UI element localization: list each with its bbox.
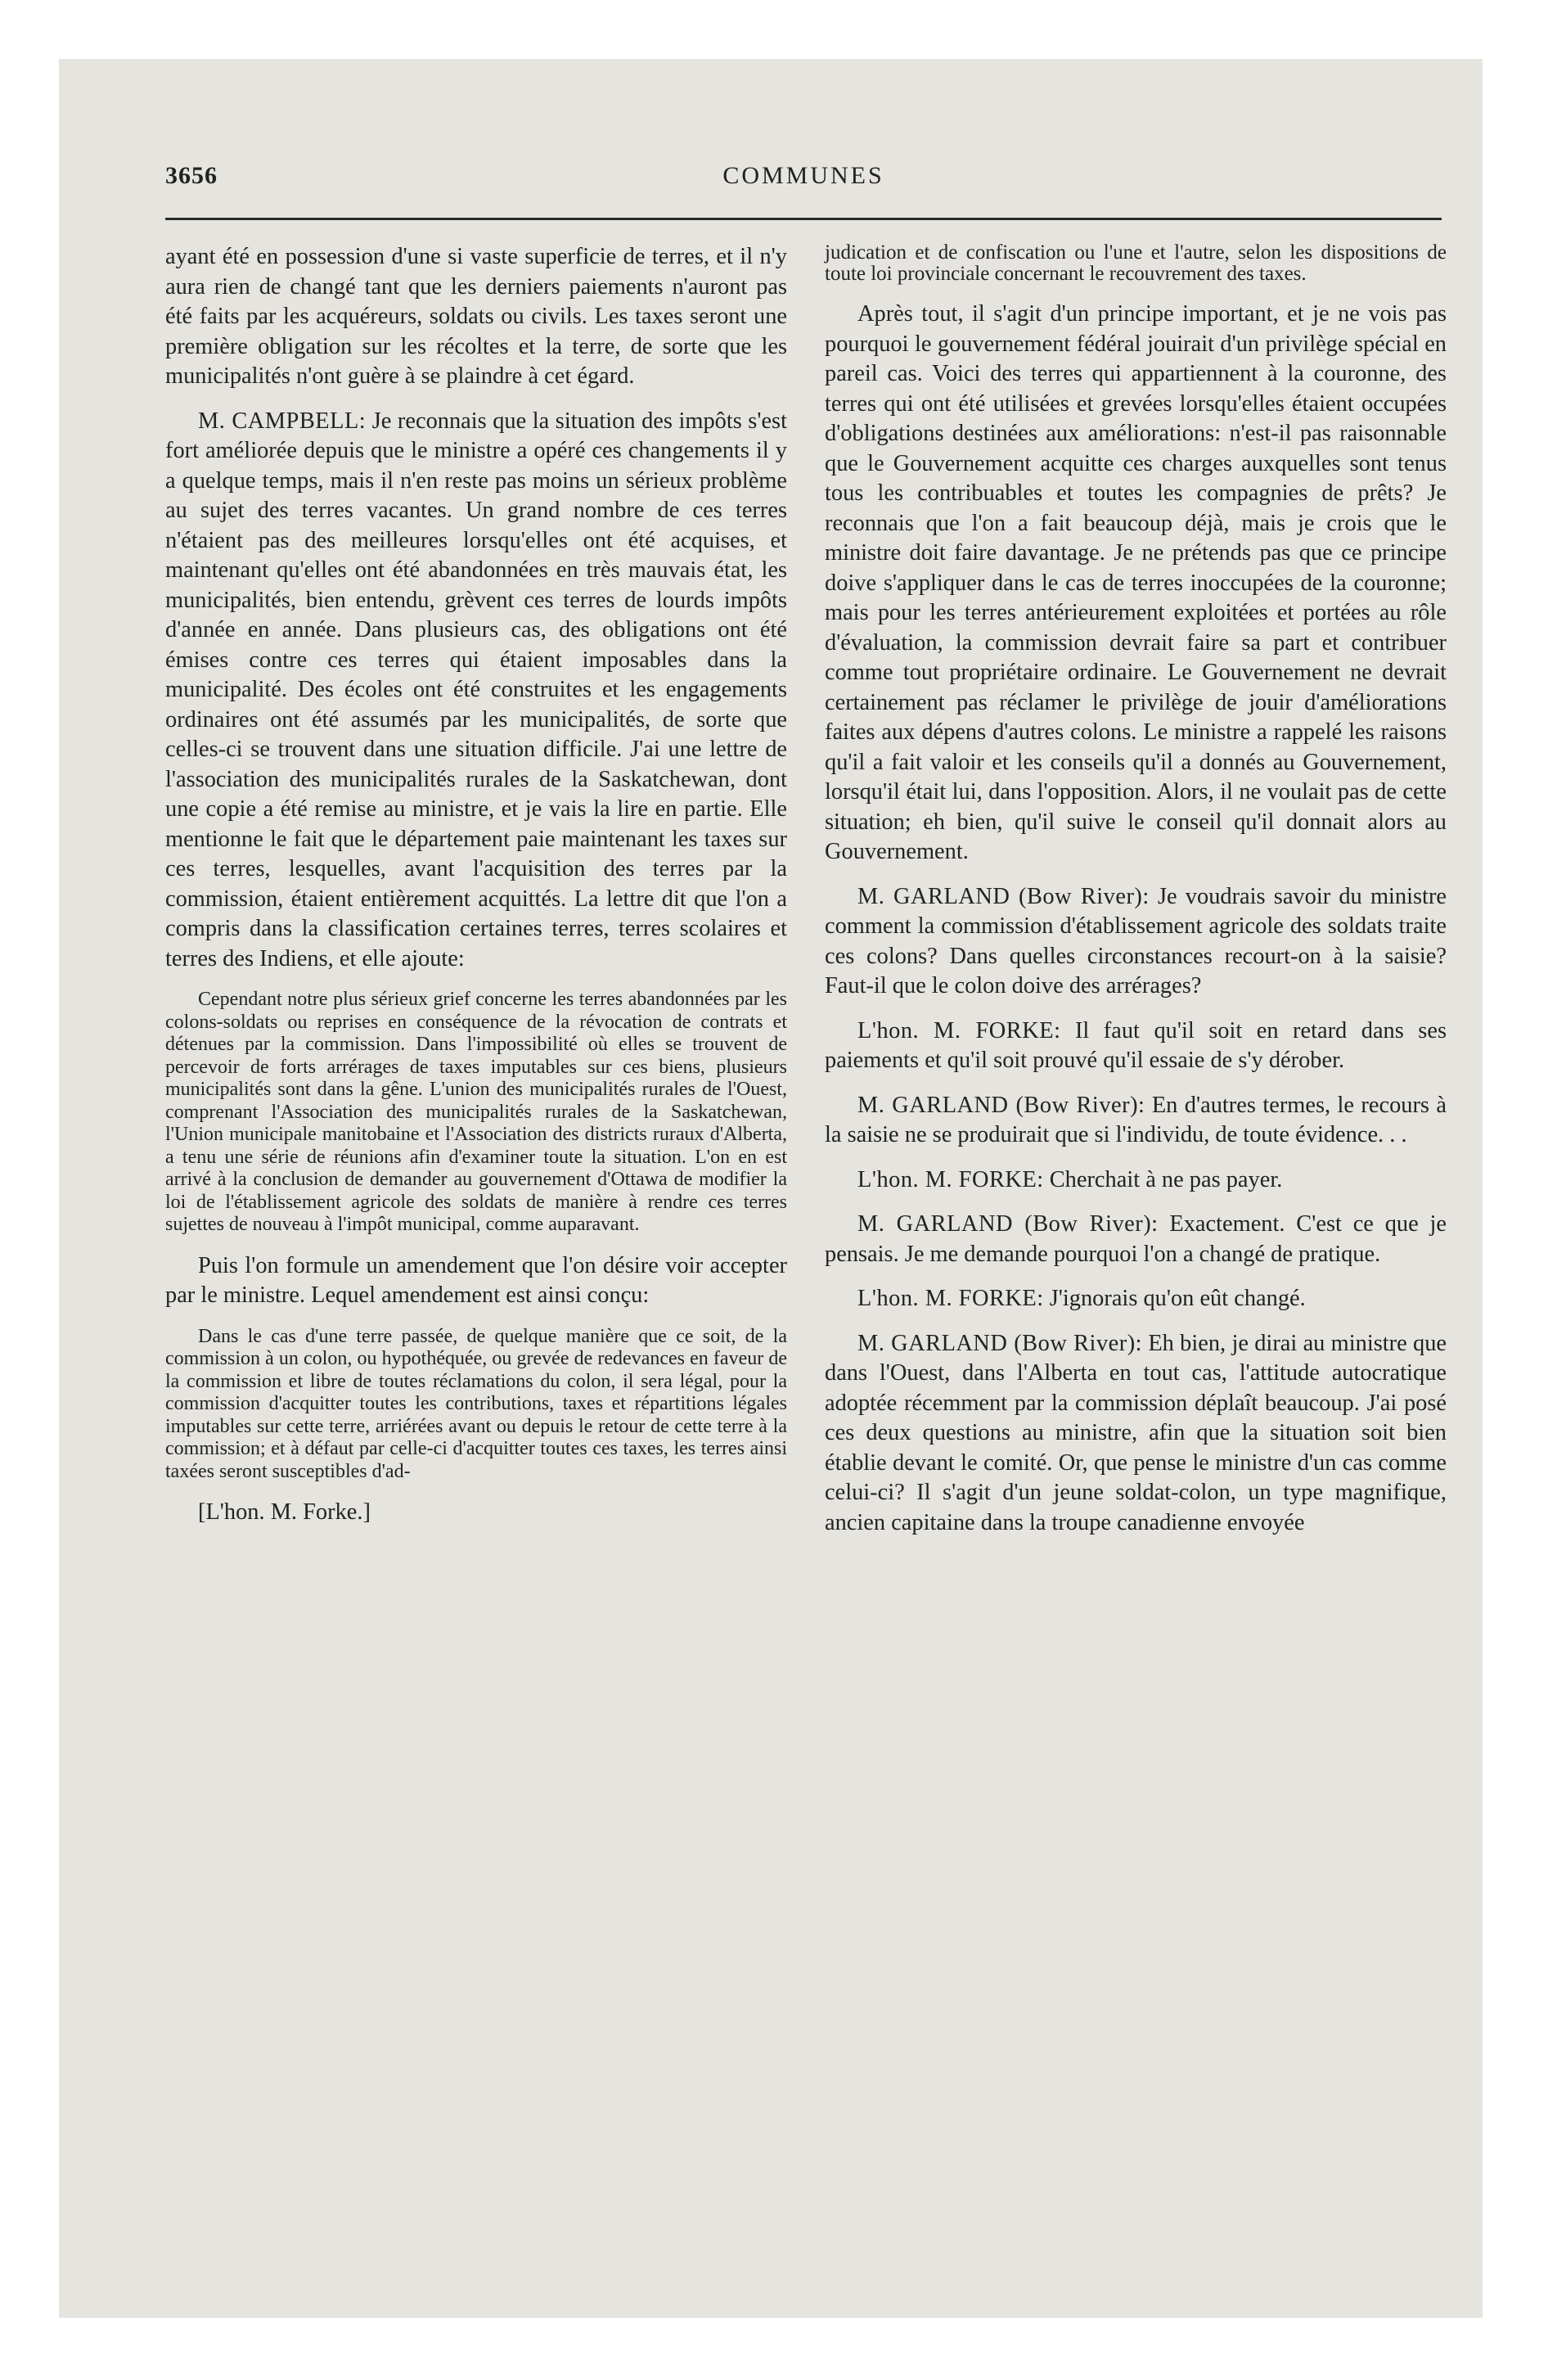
speech-text: Eh bien, je dirai au ministre que dans l'Ouest, dans l'Alberta en tout cas, l'attitude autocratique adoptée récemment par la commission déplaît beaucoup. J'ai posé ces deux questions au ministre, afin que la situation soit bien établie devant le comité. Or, que pense le ministre d'un cas comme celui-ci? Il s'agit d'un jeune soldat-colon, un type magnifique, ancien capitaine dans la troupe canadienne envoyée [825, 1330, 1447, 1535]
quoted-letter: Cependant notre plus sérieux grief concerne les terres abandonnées par les colons-soldats ou reprises en conséquence de la révocation de contrats et détenues par la commission. Dans l'impossibilité où elles se trouvent de percevoir de forts arrérages de taxes imputables sur ces biens, plusieurs municipalités sont dans la gêne. L'union des municipalités rurales de l'Ouest, comprenant l'Association des municipalités rurales de la Saskatchewan, l'Union municipale manitobaine et l'Association des districts ruraux d'Alberta, a tenu une série de réunions afin d'examiner toute la situation. L'on en est arrivé à la conclusion de demander au gouvernement d'Ottawa de modifier la loi de l'établissement agricole des soldats de manière à rendre ces terres sujettes de nouveau à l'impôt municipal, comme auparavant. [165, 989, 787, 1235]
speech-garland [825, 882, 1447, 1002]
speech-campbell [165, 407, 787, 975]
speech-text: Je reconnais que la situation des impôts s'est fort améliorée depuis que le ministre a opéré ces changements il y a quelque temps, mais il n'en reste pas moins un sérieux problème au sujet des terres vacantes. Un grand nombre de ces terres n'étaient pas des meilleures lorsqu'elles ont été acquises, et maintenant qu'elles ont été abandonnées en très mauvais état, les municipalités, bien entendu, grèvent ces terres de lourds impôts d'année en année. Dans plusieurs cas, des obligations ont été émises contre ces terres qui étaient imposables dans la municipalité. Des écoles ont été construites et les engagements ordinaires ont été assumés par les municipalités, de sorte que celles-ci se trouvent dans une situation difficile. J'ai une lettre de l'association des municipalités rurales de la Saskatchewan, dont une copie a été remise au ministre, et je vais la lire en partie. Elle mentionne le fait que le département paie maintenant les taxes sur ces terres, lesquelles, avant l'acquisition des terres par la commission, étaient entièrement acquittés. La lettre dit que l'on a compris dans la classification certaines terres, terres scolaires et terres des Indiens, et elle ajoute: [165, 408, 787, 971]
speech-forke [825, 1284, 1447, 1314]
speech-garland [825, 1210, 1447, 1269]
speaker-name: M. GARLAND (Bow River): [857, 1330, 1143, 1356]
speech-garland [825, 1329, 1447, 1539]
page-header [165, 162, 1442, 198]
paragraph: Puis l'on formule un amendement que l'on désire voir accepter par le ministre. Lequel amendement est ainsi conçu: [165, 1252, 787, 1308]
speaker-name: M. GARLAND (Bow River): [857, 1092, 1145, 1118]
left-column [165, 242, 787, 1528]
speech-text: Je voudrais savoir du ministre comment la commission d'établissement agricole des soldats traite ces colons? Dans quelles circonstances recourt-on à la saisie? Faut-il que le colon doive des arrérages? [825, 883, 1447, 998]
speech-text: Exactement. C'est ce que je pensais. Je me demande pourquoi l'on a changé de pratique. [825, 1211, 1447, 1267]
speaker-name: L'hon. M. FORKE: [857, 1286, 1044, 1311]
header-rule [165, 218, 1442, 220]
right-column [825, 242, 1447, 1553]
speaker-name: M. CAMPBELL: [198, 408, 367, 434]
paragraph: Après tout, il s'agit d'un principe important, et je ne vois pas pourquoi le gouvernement fédéral jouirait d'un privilège spécial en pareil cas. Voici des terres qui appartiennent à la couronne, des terres qui ont été utilisées et grevées lorsqu'elles étaient occupées d'obligations destinées aux améliorations: n'est-il pas raisonnable que le Gouvernement acquitte ces charges auxquelles sont tenus tous les contribuables et toutes les compagnies de prêts? Je reconnais que l'on a fait beaucoup déjà, mais je crois que le ministre doit faire davantage. Je ne prétends pas que ce principe doive s'appliquer dans le cas de terres inoccupées de la couronne; mais pour les terres antérieurement exploitées et portées au rôle d'évaluation, la commission devrait faire sa part et contribuer comme tout propriétaire ordinaire. Le Gouvernement ne devrait certainement pas réclamer le privilège de jouir d'améliorations faites aux dépens d'autres colons. Le ministre a rappelé les raisons qu'il a fait valoir et les conseils qu'il a donnés au Gouvernement, lorsqu'il était lui, dans l'opposition. Alors, il ne voulait pas de cette situation; eh bien, qu'il suive le conseil qu'il donnait alors au Gouvernement. [825, 301, 1447, 864]
running-title: COMMUNES [722, 162, 884, 189]
speech-text: Cherchait à ne pas payer. [1043, 1166, 1283, 1192]
speaker-signature: [L'hon. M. Forke.] [198, 1499, 371, 1525]
speech-text: Il faut qu'il soit en retard dans ses paiements et qu'il soit prouvé qu'il essaie de s'y dérober. [825, 1017, 1447, 1073]
speech-forke [825, 1165, 1447, 1196]
speech-garland [825, 1091, 1447, 1151]
speech-text: En d'autres termes, le recours à la saisie ne se produirait que si l'individu, de toute évidence. . . [825, 1092, 1447, 1147]
quoted-amendment: Dans le cas d'une terre passée, de quelque manière que ce soit, de la commission à un colon, ou hypothéquée, ou grevée de redevances en faveur de la commission et libre de toutes réclamations du colon, il sera légal, pour la commission d'acquitter toutes les contributions, taxes et répartitions légales imputables sur cette terre, arriérées avant ou depuis le retour de cette terre à la commission; et à défaut par celle-ci d'acquitter toutes ces taxes, les terres ainsi taxées seront susceptibles d'ad- [165, 1325, 787, 1482]
quoted-amendment-continued: judication et de confiscation ou l'une et l'autre, selon les dispositions de toute loi provinciale concernant le recouvrement des taxes. [825, 241, 1447, 285]
speaker-name: L'hon. M. FORKE: [857, 1166, 1044, 1192]
speaker-name: M. GARLAND (Bow River): [857, 883, 1150, 909]
page-number: 3656 [165, 162, 218, 189]
speech-text: J'ignorais qu'on eût changé. [1043, 1286, 1306, 1311]
paragraph: ayant été en possession d'une si vaste superficie de terres, et il n'y aura rien de changé tant que les derniers paiements n'auront pas été faits par les acquéreurs, soldats ou civils. Les taxes seront une première obligation sur les récoltes et la terre, de sorte que les municipalités n'ont guère à se plaindre à cet égard. [165, 244, 787, 389]
speaker-name: M. GARLAND (Bow River): [857, 1211, 1159, 1237]
speaker-name: L'hon. M. FORKE: [857, 1017, 1061, 1044]
speech-forke [825, 1016, 1447, 1076]
